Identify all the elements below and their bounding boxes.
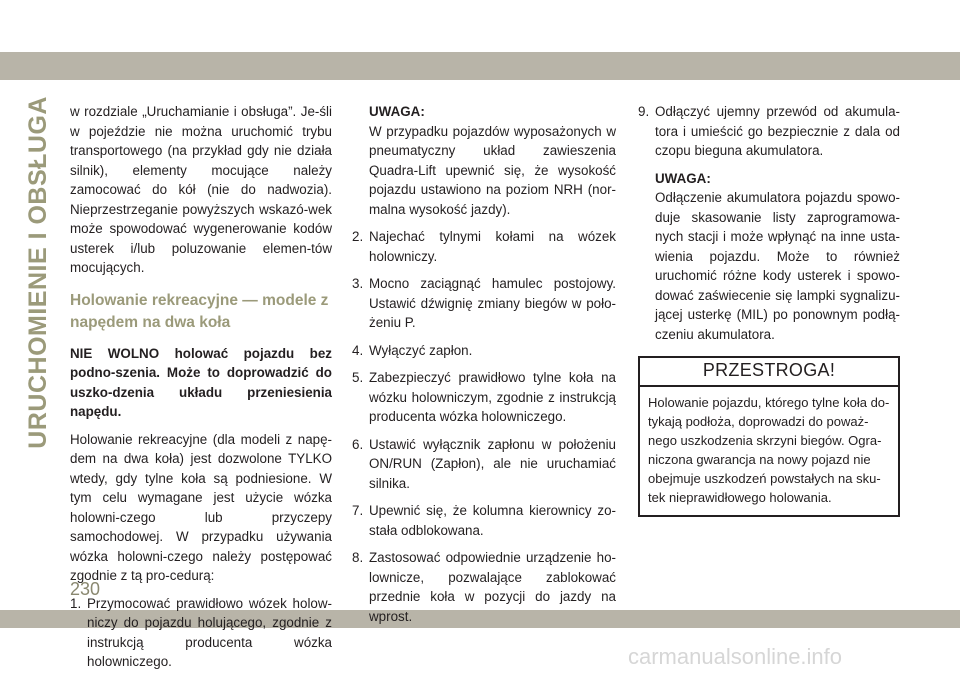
note-block — [638, 169, 900, 345]
step-number: 5. — [352, 370, 364, 385]
step-text: Mocno zaciągnąć hamulec postojowy. Ustawić dźwignię zmiany biegów w poło-żeniu P. — [369, 276, 616, 330]
step-3 — [352, 274, 616, 333]
chapter-side-tab — [18, 96, 58, 449]
step-number: 1. — [70, 595, 82, 611]
step-text: Odłączyć ujemny przewód od akumula-tora i umieścić go bezpiecznie z dala od czopu bieguna akumulatora. — [655, 104, 900, 158]
note-text: Odłączenie akumulatora pojazdu spowo-duje skasowanie listy zaprogramowa-nych stacji i może wpłynąć na inne usta-wienia pojazdu. Może to również uruchomić różne kody usterek i spowo-dować zaświecenie się lampki sygnalizu-jącej usterkę (MIL) po ponownym podłą-czeniu akumulatora. — [655, 190, 900, 342]
watermark: carmanualsonline.info — [628, 644, 843, 669]
column-left — [70, 102, 332, 680]
step-5 — [352, 368, 616, 427]
step-6 — [352, 435, 616, 494]
caution-box — [638, 356, 900, 517]
section-title: Holowanie rekreacyjne — modele z napędem na dwa koła — [70, 291, 329, 331]
steps-list-3 — [638, 102, 900, 161]
step-text: Zastosować odpowiednie urządzenie ho-lownicze, pozwalające zablokować przednie koła w pozycji do jazdy na wprost. — [369, 550, 616, 624]
step-number: 4. — [352, 342, 364, 358]
step-2 — [352, 227, 616, 266]
note-title: UWAGA: — [655, 170, 711, 186]
step-text: Przymocować prawidłowo wózek holow-niczy do pojazdu holującego, zgodnie z instrukcją producenta wózka holowniczego. — [87, 595, 332, 669]
steps-list-1 — [70, 594, 332, 672]
step-text: Zabezpieczyć prawidłowo tylne koła na wózku holowniczym, zgodnie z instrukcją producenta wózka holowniczego. — [369, 370, 616, 424]
step-number: 2. — [352, 229, 364, 244]
body-paragraph: Holowanie rekreacyjne (dla modeli z napę-dem na dwa koła) jest dozwolone TYLKO wtedy, gdy tylne koła są podniesione. W tym celu wymagane jest użycie wózka holowni-czego lub przyczepy samochodowej. W przypadku używania wózka holowni-czego należy postępować zgodnie z tą pro-cedurą: — [70, 431, 332, 583]
step-number: 9. — [638, 104, 650, 119]
step-8 — [352, 548, 616, 626]
step-7 — [352, 501, 616, 540]
intro-paragraph: w rozdziale „Uruchamianie i obsługa”. Je-śli w pojeździe nie można uruchomić trybu transportowego (na przykład gdy nie działa silnik), elementy mocujące należy zamocować do kół (nie do nadwozia). Nieprzestrzeganie powyższych wskazó-wek może spowodować wygenerowanie kodów usterek i/lub poluzowanie elemen-tów mocujących. — [70, 104, 332, 275]
step-text: Wyłączyć zapłon. — [369, 342, 473, 358]
step-number: 8. — [352, 550, 364, 565]
note-text: W przypadku pojazdów wyposażonych w pneumatyczny układ zawieszenia Quadra-Lift upewnić się, że wysokość pojazdu ustawiono na poziom NRH (nor-malna wysokość jazdy). — [369, 123, 616, 217]
chapter-title: URUCHOMIENIE I OBSŁUGA — [23, 96, 52, 449]
step-4 — [352, 341, 616, 361]
caution-text: Holowanie pojazdu, którego tylne koła do-tykają podłoża, doprowadzi do poważ-nego uszkodzenia skrzyni biegów. Ogra-niczona gwarancja na nowy pojazd nie obejmuje uszkodzeń powstałych na sku-tek nieprawidłowego holowania. — [648, 394, 890, 505]
column-right — [638, 102, 900, 517]
step-number: 6. — [352, 436, 364, 452]
step-number: 3. — [352, 276, 364, 291]
header-band — [0, 52, 960, 80]
steps-list-2 — [352, 227, 616, 626]
page-number: 230 — [70, 579, 101, 599]
step-9 — [638, 102, 900, 161]
step-number: 7. — [352, 503, 364, 518]
warning-text: NIE WOLNO holować pojazdu bez podno-szenia. Może to doprowadzić do uszko-dzenia układu przeniesienia napędu. — [70, 345, 332, 419]
step-text: Ustawić wyłącznik zapłonu w położeniu ON/RUN (Zapłon), ale nie uruchamiać silnika. — [369, 436, 616, 491]
caution-title: PRZESTROGA! — [640, 358, 898, 387]
step-1 — [70, 594, 332, 672]
note-block — [352, 102, 616, 219]
step-text: Najechać tylnymi kołami na wózek holowniczy. — [369, 229, 616, 264]
step-text: Upewnić się, że kolumna kierownicy zo-stała odblokowana. — [369, 503, 616, 538]
note-title: UWAGA: — [369, 104, 425, 119]
column-middle — [352, 102, 616, 634]
